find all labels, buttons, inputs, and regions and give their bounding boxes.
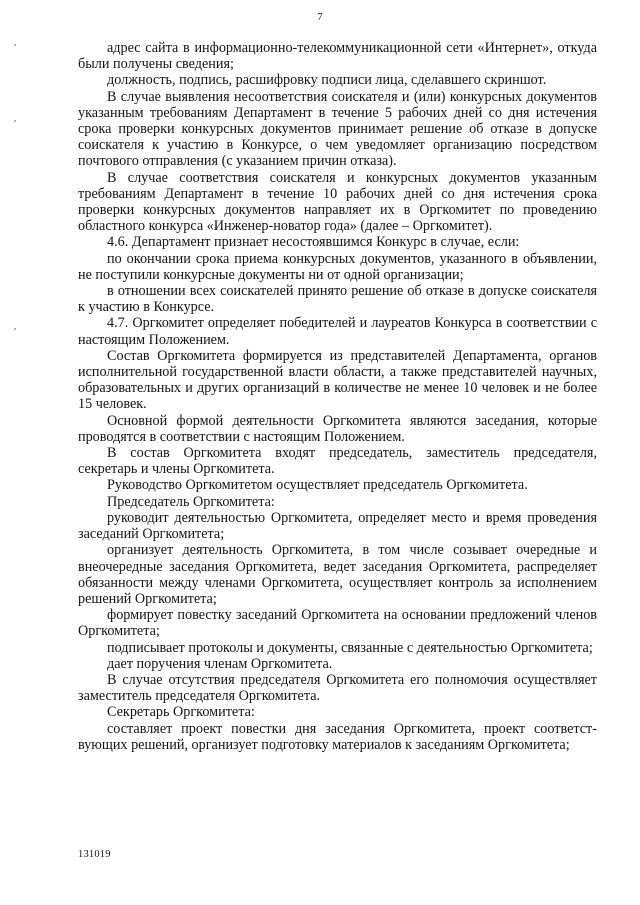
paragraph: Председатель Оргкомитета: (107, 493, 275, 510)
paragraph: Основной формой деятельности Оргкомитета являются заседания, которые проводятся в соответствии с настоящим Положением. (78, 412, 597, 445)
paragraph: 4.6. Департамент признает несостоявшимся Конкурс в случае, если: (107, 234, 520, 251)
page-number: 7 (317, 11, 323, 23)
paragraph: должность, подпись, расшифровку подписи лица, сделавшего скриншот. (107, 72, 547, 89)
paragraph: 4.7. Оргкомитет определяет победителей и лауреатов Конкурса в соответствии с настоящим Положением. (78, 315, 597, 348)
paragraph: адрес сайта в информационно-телекоммуникационной сети «Интернет», откуда были получены сведения; (78, 40, 597, 73)
paragraph: подписывает протоколы и документы, связанные с деятельностью Оргкомитета; (107, 639, 593, 656)
paragraph: организует деятельность Оргкомитета, в том числе созывает очередные и внеочередные заседания Оргкомитета, ведет заседания Оргкомитета, распределяет обязанности между членами Оргкомитета, осуществляет контроль за исполнением решений Оргкомитета; (78, 542, 597, 607)
paragraph: составляет проект повестки дня заседания Оргкомитета, проект соответствующих решений, организует подготовку материалов к заседаниям Оргкомитета; (78, 720, 597, 753)
paragraph: В случае соответствия соискателя и конкурсных документов указанным требованиям Департамент в течение 10 рабочих дней со дня истечения срока проверки конкурсных документов направляет их в Оргкомитет по проведению областного конкурса «Инженер-новатор года» (далее – Оргкомитет). (78, 169, 597, 235)
scan-speck (14, 120, 16, 122)
paragraph: Состав Оргкомитета формируется из представителей Департамента, органов исполнительной государственной власти области, а также представителей научных, образовательных и других организаций в количестве не менее 10 человек и не более 15 человек. (78, 347, 597, 413)
scan-speck (14, 328, 16, 330)
paragraph: дает поручения членам Оргкомитета. (107, 655, 333, 672)
paragraph: В случае выявления несоответствия соискателя и (или) конкурсных документов указанным требованиям Департамент в течение 5 рабочих дней со дня истечения срока проверки конкурсных документов принимает решение об отказе в допуске соискателя к участию в Конкурсе, о чем уведомляет организацию посредством почтового отправления (с указанием причин отказа). (78, 88, 597, 170)
paragraph: в отношении всех соискателей принято решение об отказе в допуске соискателя к участию в Конкурсе. (78, 283, 597, 316)
scan-speck (14, 44, 16, 46)
document-body (78, 40, 597, 753)
document-code: 131019 (78, 849, 111, 860)
paragraph: В состав Оргкомитета входят председатель, заместитель председателя, секретарь и члены Оргкомитета. (78, 445, 597, 478)
paragraph: Секретарь Оргкомитета: (107, 704, 255, 721)
paragraph: руководит деятельностью Оргкомитета, определяет место и время проведения заседаний Оргкомитета; (78, 509, 597, 543)
paragraph: формирует повестку заседаний Оргкомитета на основании предложений членов Оргкомитета; (78, 607, 597, 640)
paragraph: В случае отсутствия председателя Оргкомитета его полномочия осуществляет заместитель председателя Оргкомитета. (78, 671, 597, 705)
paragraph: Руководство Оргкомитетом осуществляет председатель Оргкомитета. (107, 477, 528, 494)
paragraph: по окончании срока приема конкурсных документов, указанного в объявлении, не поступили конкурсные документы ни от одной организации; (78, 250, 597, 283)
